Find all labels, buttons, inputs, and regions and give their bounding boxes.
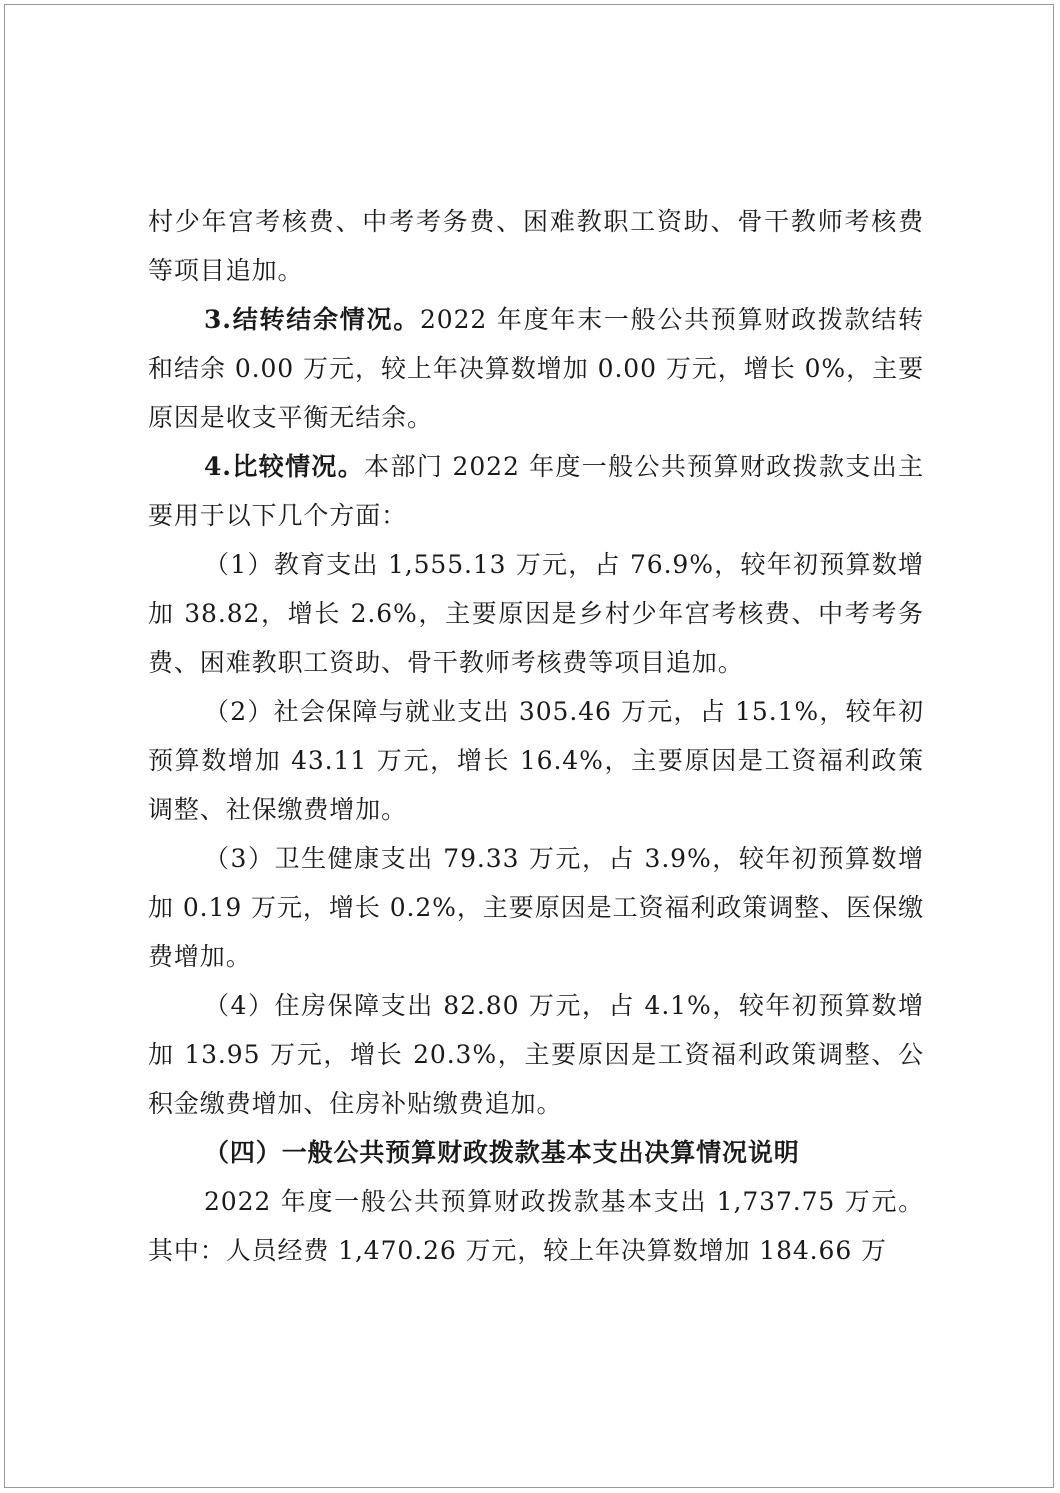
paragraph-social-security-expenditure xyxy=(148,687,924,834)
paragraph-text: （3）卫生健康支出 79.33 万元，占 3.9%，较年初预算数增加 0.19 万元，增长 0.2%，主要原因是工资福利政策调整、医保缴费增加。 xyxy=(148,844,924,971)
paragraph-lead: 4.比较情况。 xyxy=(204,452,365,481)
paragraph-health-expenditure xyxy=(148,834,924,981)
paragraph-text: 村少年宫考核费、中考考务费、困难教职工资助、骨干教师考核费等项目追加。 xyxy=(148,207,924,285)
section-heading: （四）一般公共预算财政拨款基本支出决算情况说明 xyxy=(204,1138,800,1167)
paragraph-text: （1）教育支出 1,555.13 万元，占 76.9%，较年初预算数增加 38.82，增长 2.6%，主要原因是乡村少年宫考核费、中考考务费、困难教职工资助、骨干教师考核费等项目追加。 xyxy=(148,550,924,677)
paragraph-text: （4）住房保障支出 82.80 万元，占 4.1%，较年初预算数增加 13.95 万元，增长 20.3%，主要原因是工资福利政策调整、公积金缴费增加、住房补贴缴费追加。 xyxy=(148,991,924,1118)
paragraph-carryover-balance xyxy=(148,295,924,442)
paragraph-housing-expenditure xyxy=(148,981,924,1128)
paragraph-basic-expenditure xyxy=(148,1177,924,1275)
paragraph-text: 2022 年度一般公共预算财政拨款基本支出 1,737.75 万元。其中：人员经费 1,470.26 万元，较上年决算数增加 184.66 万 xyxy=(148,1187,924,1265)
paragraph-text: （2）社会保障与就业支出 305.46 万元，占 15.1%，较年初预算数增加 43.11 万元，增长 16.4%，主要原因是工资福利政策调整、社保缴费增加。 xyxy=(148,697,924,824)
document-body xyxy=(148,197,924,1275)
paragraph-continuation xyxy=(148,197,924,295)
paragraph-text: 2022 年度年末一般公共预算财政拨款结转和结余 0.00 万元，较上年决算数增加 0.00 万元，增长 0%，主要原因是收支平衡无结余。 xyxy=(148,305,924,432)
paragraph-comparison xyxy=(148,442,924,540)
paragraph-lead: 3.结转结余情况。 xyxy=(204,305,420,334)
paragraph-text: 本部门 2022 年度一般公共预算财政拨款支出主要用于以下几个方面： xyxy=(148,452,924,530)
paragraph-education-expenditure xyxy=(148,540,924,687)
page xyxy=(4,4,1054,1488)
